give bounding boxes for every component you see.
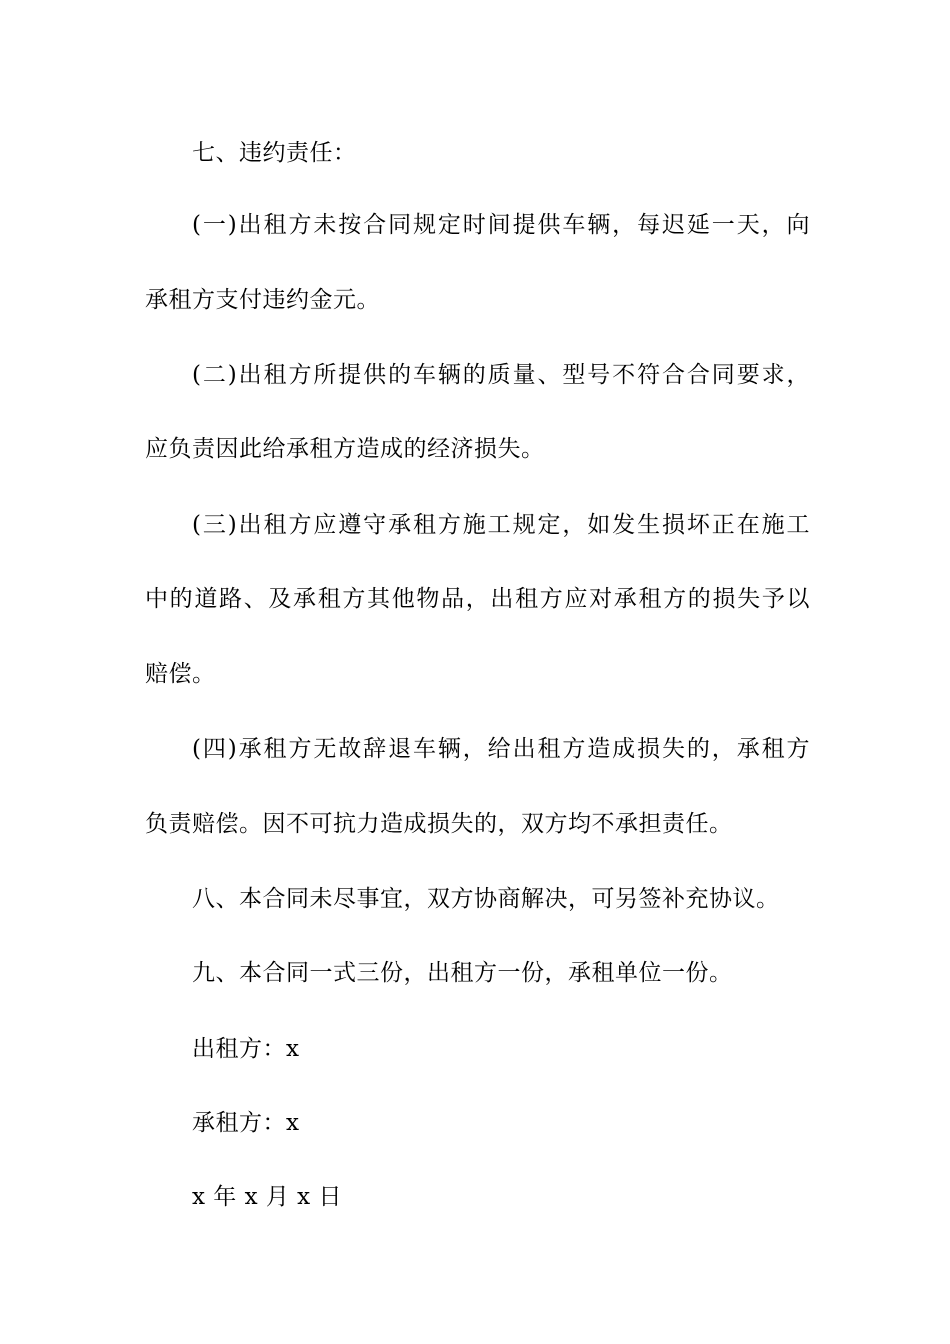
- lessor-signature: 出租方：x: [192, 1036, 300, 1062]
- clause-4-line-2: 负责赔偿。因不可抗力造成损失的，双方均不承担责任。: [145, 811, 733, 837]
- clause-1-line-1: (一)出租方未按合同规定时间提供车辆，每迟延一天，向: [192, 212, 810, 238]
- clause-3-line-3: 赔偿。: [145, 661, 216, 687]
- section-heading-breach-liability: 七、违约责任：: [192, 140, 357, 166]
- clause-1-line-2: 承租方支付违约金元。: [145, 287, 380, 313]
- lessee-signature: 承租方：x: [192, 1110, 300, 1136]
- clause-3-line-1: (三)出租方应遵守承租方施工规定，如发生损坏正在施工: [192, 512, 810, 538]
- clause-4-line-1: (四)承租方无故辞退车辆，给出租方造成损失的，承租方: [192, 736, 810, 762]
- clause-3-line-2: 中的道路、及承租方其他物品，出租方应对承租方的损失予以: [145, 586, 810, 612]
- section-8-text: 八、本合同未尽事宜，双方协商解决，可另签补充协议。: [192, 886, 780, 912]
- clause-2-line-1: (二)出租方所提供的车辆的质量、型号不符合合同要求，: [192, 362, 810, 388]
- signing-date: x 年 x 月 x 日: [192, 1184, 342, 1210]
- section-9-text: 九、本合同一式三份，出租方一份，承租单位一份。: [192, 960, 733, 986]
- clause-2-line-2: 应负责因此给承租方造成的经济损失。: [145, 436, 545, 462]
